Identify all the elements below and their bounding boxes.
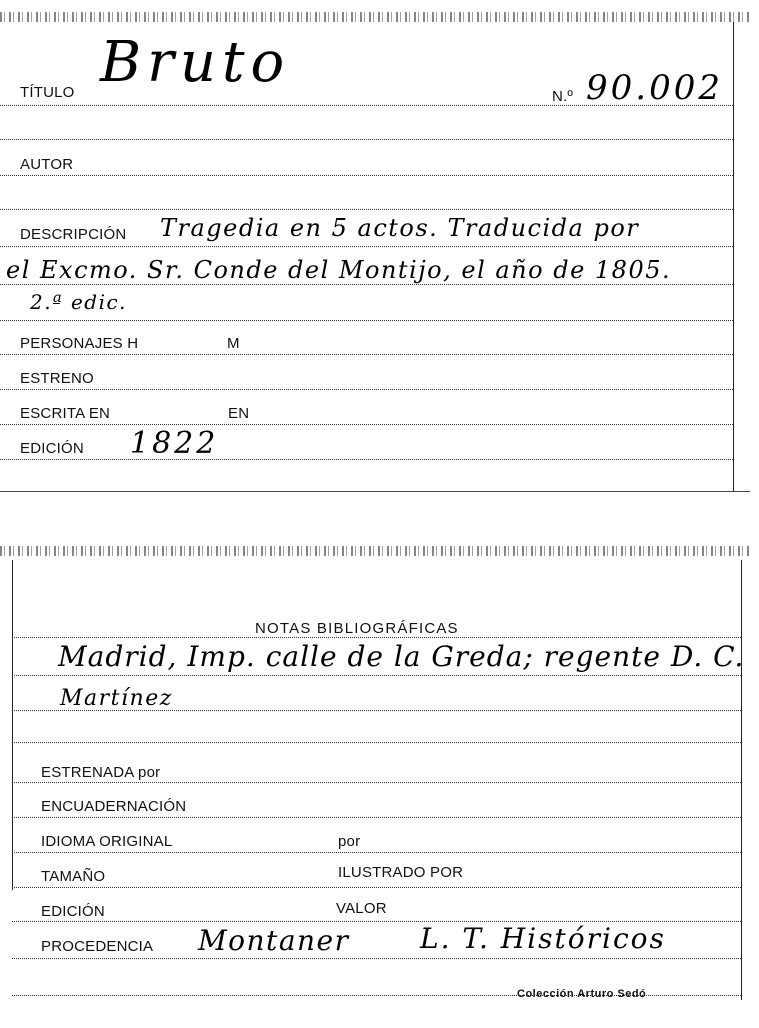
personajes-rule [0,354,733,355]
en-label: EN [228,405,250,422]
idioma-label: IDIOMA ORIGINAL [41,833,173,850]
titulo-label: TÍTULO [20,84,75,101]
titulo-value: Bruto [100,30,291,95]
descripcion-rule-2 [0,284,733,285]
titulo-rule [0,105,733,106]
autor-rule [0,175,733,176]
estrenada-rule [12,782,741,783]
descripcion-line-1: Tragedia en 5 actos. Traducida por [160,214,640,242]
catalog-card-top [0,0,759,495]
descripcion-rule-1 [0,246,733,247]
personajes-h-label: PERSONAJES H [20,335,139,352]
descripcion-line-3: 2.ª edic. [30,290,128,314]
escrita-en-rule [0,424,733,425]
card-bottom-right-border [741,560,742,1000]
edicion-bottom-label: EDICIÓN [41,903,105,920]
procedencia-rule [12,958,741,959]
notas-line-1: Madrid, Imp. calle de la Greda; regente D. C. [58,640,745,673]
catalog-card-bottom [0,540,759,1028]
personajes-m-label: M [227,335,240,352]
blank-rule-1 [0,139,733,140]
notas-line-2: Martínez [60,686,173,711]
procedencia-value-2: L. T. Históricos [420,922,666,955]
escrita-en-label: ESCRITA EN [20,405,111,422]
blank-rule-2 [0,209,733,210]
ilustrado-label: ILUSTRADO POR [338,864,464,881]
estrenada-label: ESTRENADA por [41,764,161,781]
procedencia-label: PROCEDENCIA [41,938,154,955]
footer-collection: Colección Arturo Sedó [517,988,647,1000]
edicion-value: 1822 [130,426,219,461]
notas-rule [12,637,741,638]
card-bottom-edge [0,546,750,556]
edicion-label: EDICIÓN [20,440,84,457]
procedencia-value: Montaner [198,924,350,957]
tamano-label: TAMAÑO [41,868,106,885]
card-bottom-left-border [12,560,13,890]
card-top-bottom-border [0,491,750,492]
valor-label: VALOR [336,900,387,917]
encuadernacion-rule [12,817,741,818]
encuadernacion-label: ENCUADERNACIÓN [41,798,187,815]
notas-rule-3 [12,742,741,743]
tamano-rule [12,887,741,888]
estreno-rule [0,389,733,390]
autor-label: AUTOR [20,156,74,173]
numero-label: N.º [552,88,574,105]
notas-label: NOTAS BIBLIOGRÁFICAS [255,620,459,637]
por-label: por [338,833,361,850]
card-top-edge [0,12,750,22]
edicion-rule [0,459,733,460]
descripcion-line-2: el Excmo. Sr. Conde del Montijo, el año de 1805. [6,256,672,284]
notas-rule-1 [12,675,741,676]
card-top-right-border [733,22,734,492]
numero-value: 90.002 [586,68,723,108]
estreno-label: ESTRENO [20,370,94,387]
notas-rule-2 [12,710,741,711]
descripcion-label: DESCRIPCIÓN [20,226,127,243]
descripcion-rule-3 [0,320,733,321]
idioma-rule [12,852,741,853]
